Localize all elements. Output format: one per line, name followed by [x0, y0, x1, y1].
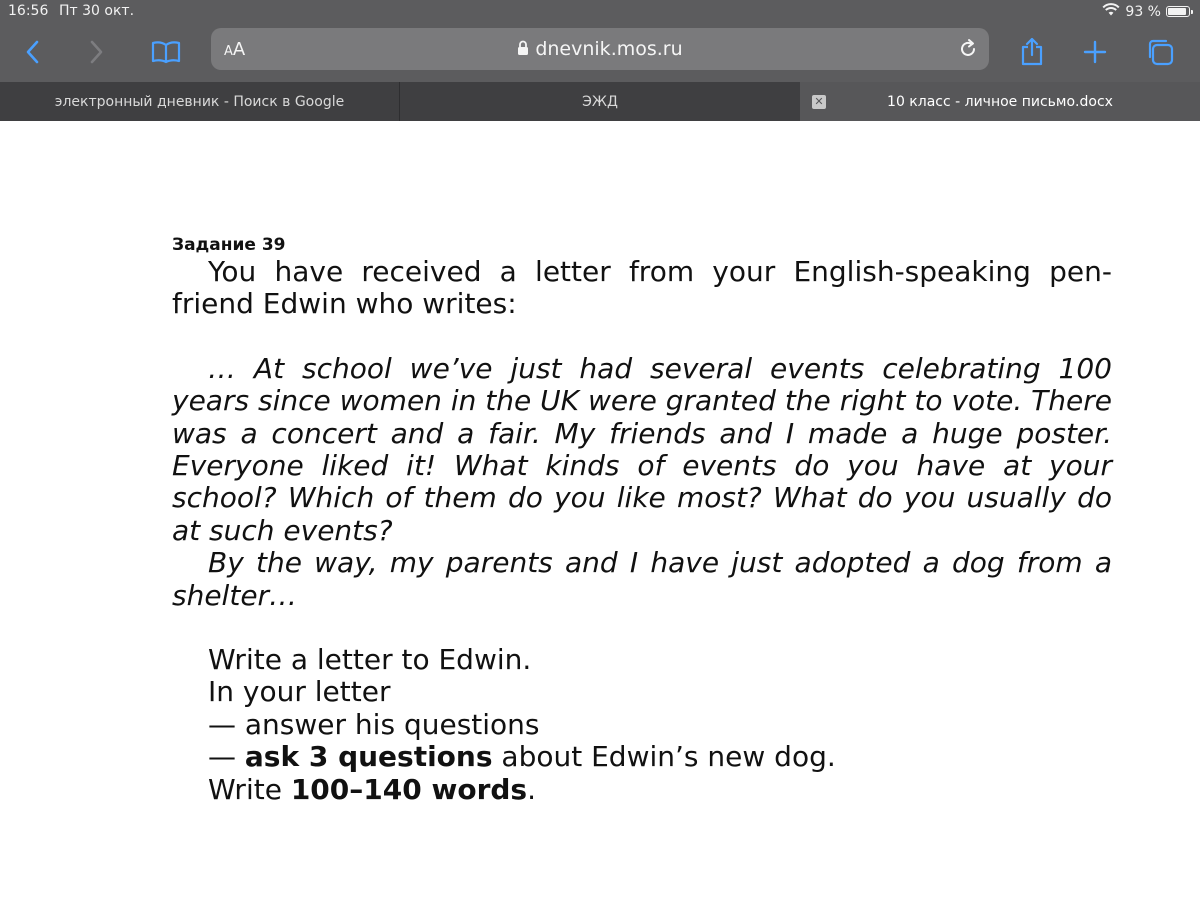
instruction-line [208, 741, 1112, 773]
lock-icon [517, 39, 529, 61]
instructions [172, 644, 1112, 806]
back-chevron-icon[interactable] [13, 32, 53, 72]
task-title: Задание 39 [172, 235, 286, 255]
new-tab-plus-icon[interactable] [1075, 32, 1115, 72]
instruction-text: . [527, 772, 536, 806]
instruction-line: In your letter [208, 675, 391, 709]
url-text: dnevnik.mos.ru [535, 38, 683, 60]
instruction-line [208, 774, 1112, 806]
tab-google-search[interactable] [0, 82, 400, 121]
tab-label: 10 класс - личное письмо.docx [887, 93, 1113, 110]
browser-toolbar [0, 24, 1200, 80]
status-bar [0, 0, 1200, 24]
letter-paragraph-2: By the way, my parents and I have just adopted a dog from a shelter… [172, 546, 1112, 612]
spacer [172, 612, 1112, 644]
wifi-icon [1102, 3, 1120, 20]
browser-chrome [0, 0, 1200, 82]
tab-docx-active[interactable] [800, 82, 1200, 121]
instruction-bold: 100–140 words [290, 772, 528, 806]
task-intro: You have received a letter from your English-speaking pen-friend Edwin who writes: [172, 255, 1112, 321]
share-icon[interactable] [1012, 32, 1052, 72]
battery-icon [1166, 6, 1190, 17]
battery-percent: 93 % [1125, 3, 1161, 20]
tab-bar [0, 82, 1200, 121]
tab-ezhd[interactable] [400, 82, 800, 121]
document-content [172, 234, 1112, 806]
instruction-dash: — [208, 740, 245, 774]
instruction-bold: ask 3 questions [244, 740, 493, 774]
instruction-text: about Edwin’s new dog. [492, 740, 836, 774]
tab-label: электронный дневник - Поиск в Google [54, 93, 345, 110]
instruction-line: Write a letter to Edwin. [208, 643, 532, 677]
aa-small: A [224, 44, 233, 59]
status-time: 16:56 [8, 3, 49, 19]
reload-icon[interactable] [957, 38, 979, 64]
battery-fill [1168, 8, 1186, 15]
tabs-overview-icon[interactable] [1140, 32, 1180, 72]
instruction-line: — answer his questions [208, 707, 540, 741]
letter-paragraph-1: … At school we’ve just had several events celebrating 100 years since women in the UK were granted the right to vote. There was a concert and a fair. My friends and I made a huge poster. Everyone liked it! What kinds of events do you have at your school? Which of them do you like most? What do you usually do at such events? [172, 351, 1112, 547]
forward-chevron-icon[interactable] [76, 32, 116, 72]
instruction-text: Write [208, 772, 291, 806]
spacer [172, 321, 1112, 353]
bookmarks-book-icon[interactable] [146, 32, 186, 72]
aa-big: A [232, 39, 246, 60]
tab-label: ЭЖД [582, 93, 618, 110]
status-date: Пт 30 окт. [59, 3, 135, 19]
close-tab-icon[interactable]: ✕ [812, 95, 826, 109]
url-display[interactable] [211, 38, 989, 61]
address-bar[interactable] [211, 28, 989, 70]
status-right [1102, 3, 1190, 20]
